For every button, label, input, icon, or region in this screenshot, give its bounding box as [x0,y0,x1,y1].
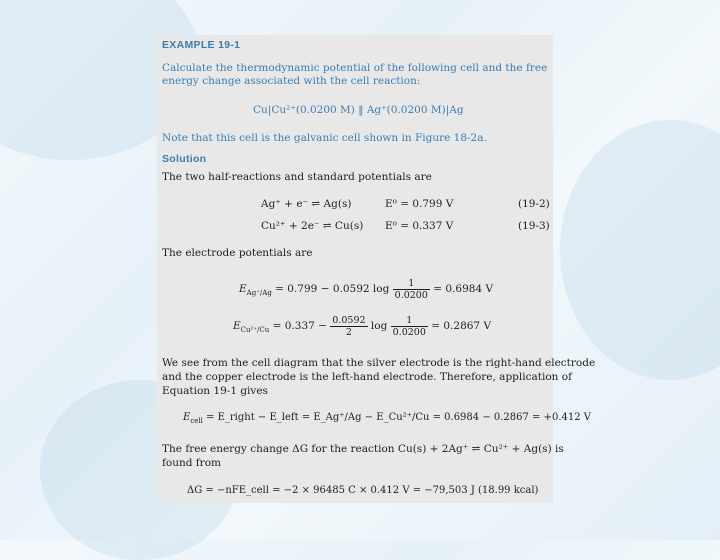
paragraph-line: Equation 19-1 gives [162,385,268,397]
half-potential-2: E⁰ = 0.337 V [385,220,454,232]
cu-log-fraction [391,315,428,338]
fraction-numerator: 1 [391,315,428,327]
equation-ref-2: (19-3) [518,220,550,232]
cu-equation-result: = 0.2867 V [431,320,492,332]
half-reaction-1: Ag⁺ + e⁻ ⇌ Ag(s) [261,198,352,210]
log-operator: log [370,320,388,332]
textbook-page [157,35,596,503]
free-energy-line: found from [162,457,221,469]
paragraph-line: We see from the cell diagram that the silver electrode is the right-hand electrode [162,357,596,369]
prompt-line: energy change associated with the cell reaction: [162,75,421,87]
half-potential-1: E⁰ = 0.799 V [385,198,454,210]
equation-ref-1: (19-2) [518,198,550,210]
cu-equation-lhs: = 0.337 − [272,320,327,332]
intro-text: The two half-reactions and standard potentials are [162,171,432,183]
ag-equation-lhs: = 0.799 − 0.0592 log [275,283,390,295]
cell-potential-expression: = E_right − E_left = E_Ag⁺/Ag − E_Cu²⁺/Cu = 0.6984 − 0.2867 = +0.412 V [206,412,592,423]
fraction-denominator: 0.0200 [394,289,428,301]
delta-g-equation: ΔG = −nFE_cell = −2 × 96485 C × 0.412 V = −79,503 J (18.99 kcal) [187,485,539,496]
cu-coefficient-fraction [330,315,367,338]
fraction-denominator: 0.0200 [392,326,426,338]
electrode-intro: The electrode potentials are [162,247,313,259]
ag-log-fraction [393,278,430,301]
ag-equation-result: = 0.6984 V [433,283,494,295]
fraction-numerator: 1 [393,278,430,290]
cell-potential-equation: $E_{cell}$ = E_right − E_left = E_Ag⁺/Ag − E_Cu²⁺/Cu = 0.6984 − 0.2867 = +0.412 V [183,412,592,425]
backdrop-shape [560,120,720,380]
paragraph-line: and the copper electrode is the left-hand electrode. Therefore, application of [162,371,572,383]
fraction-denominator: 2 [345,326,352,338]
half-reaction-2: Cu²⁺ + 2e⁻ ⇌ Cu(s) [261,220,364,232]
cell-diagram: Cu|Cu²⁺(0.0200 M) ‖ Ag⁺(0.0200 M)|Ag [253,104,464,116]
prompt-line: Calculate the thermodynamic potential of the following cell and the free [162,62,548,74]
fraction-numerator: 0.0592 [332,314,366,326]
ag-electrode-equation: $E_{Ag^+/Ag} = 0.799 - 0.0592$ log $\frac{1}{0.0200}$ = 0.6984 V [239,277,494,301]
free-energy-line: The free energy change ΔG for the reaction Cu(s) + 2Ag⁺ ⇌ Cu²⁺ + Ag(s) is [162,443,564,455]
note-text: Note that this cell is the galvanic cell shown in Figure 18-2a. [162,132,487,144]
cu-electrode-equation: $E_{Cu^{2+}/Cu} = 0.337$ − $\frac{0.0592}{2}$ log $\frac{1}{0.0200}$ = 0.2867 V [233,314,492,338]
example-heading: EXAMPLE 19-1 [162,39,241,51]
solution-label: Solution [162,153,207,165]
